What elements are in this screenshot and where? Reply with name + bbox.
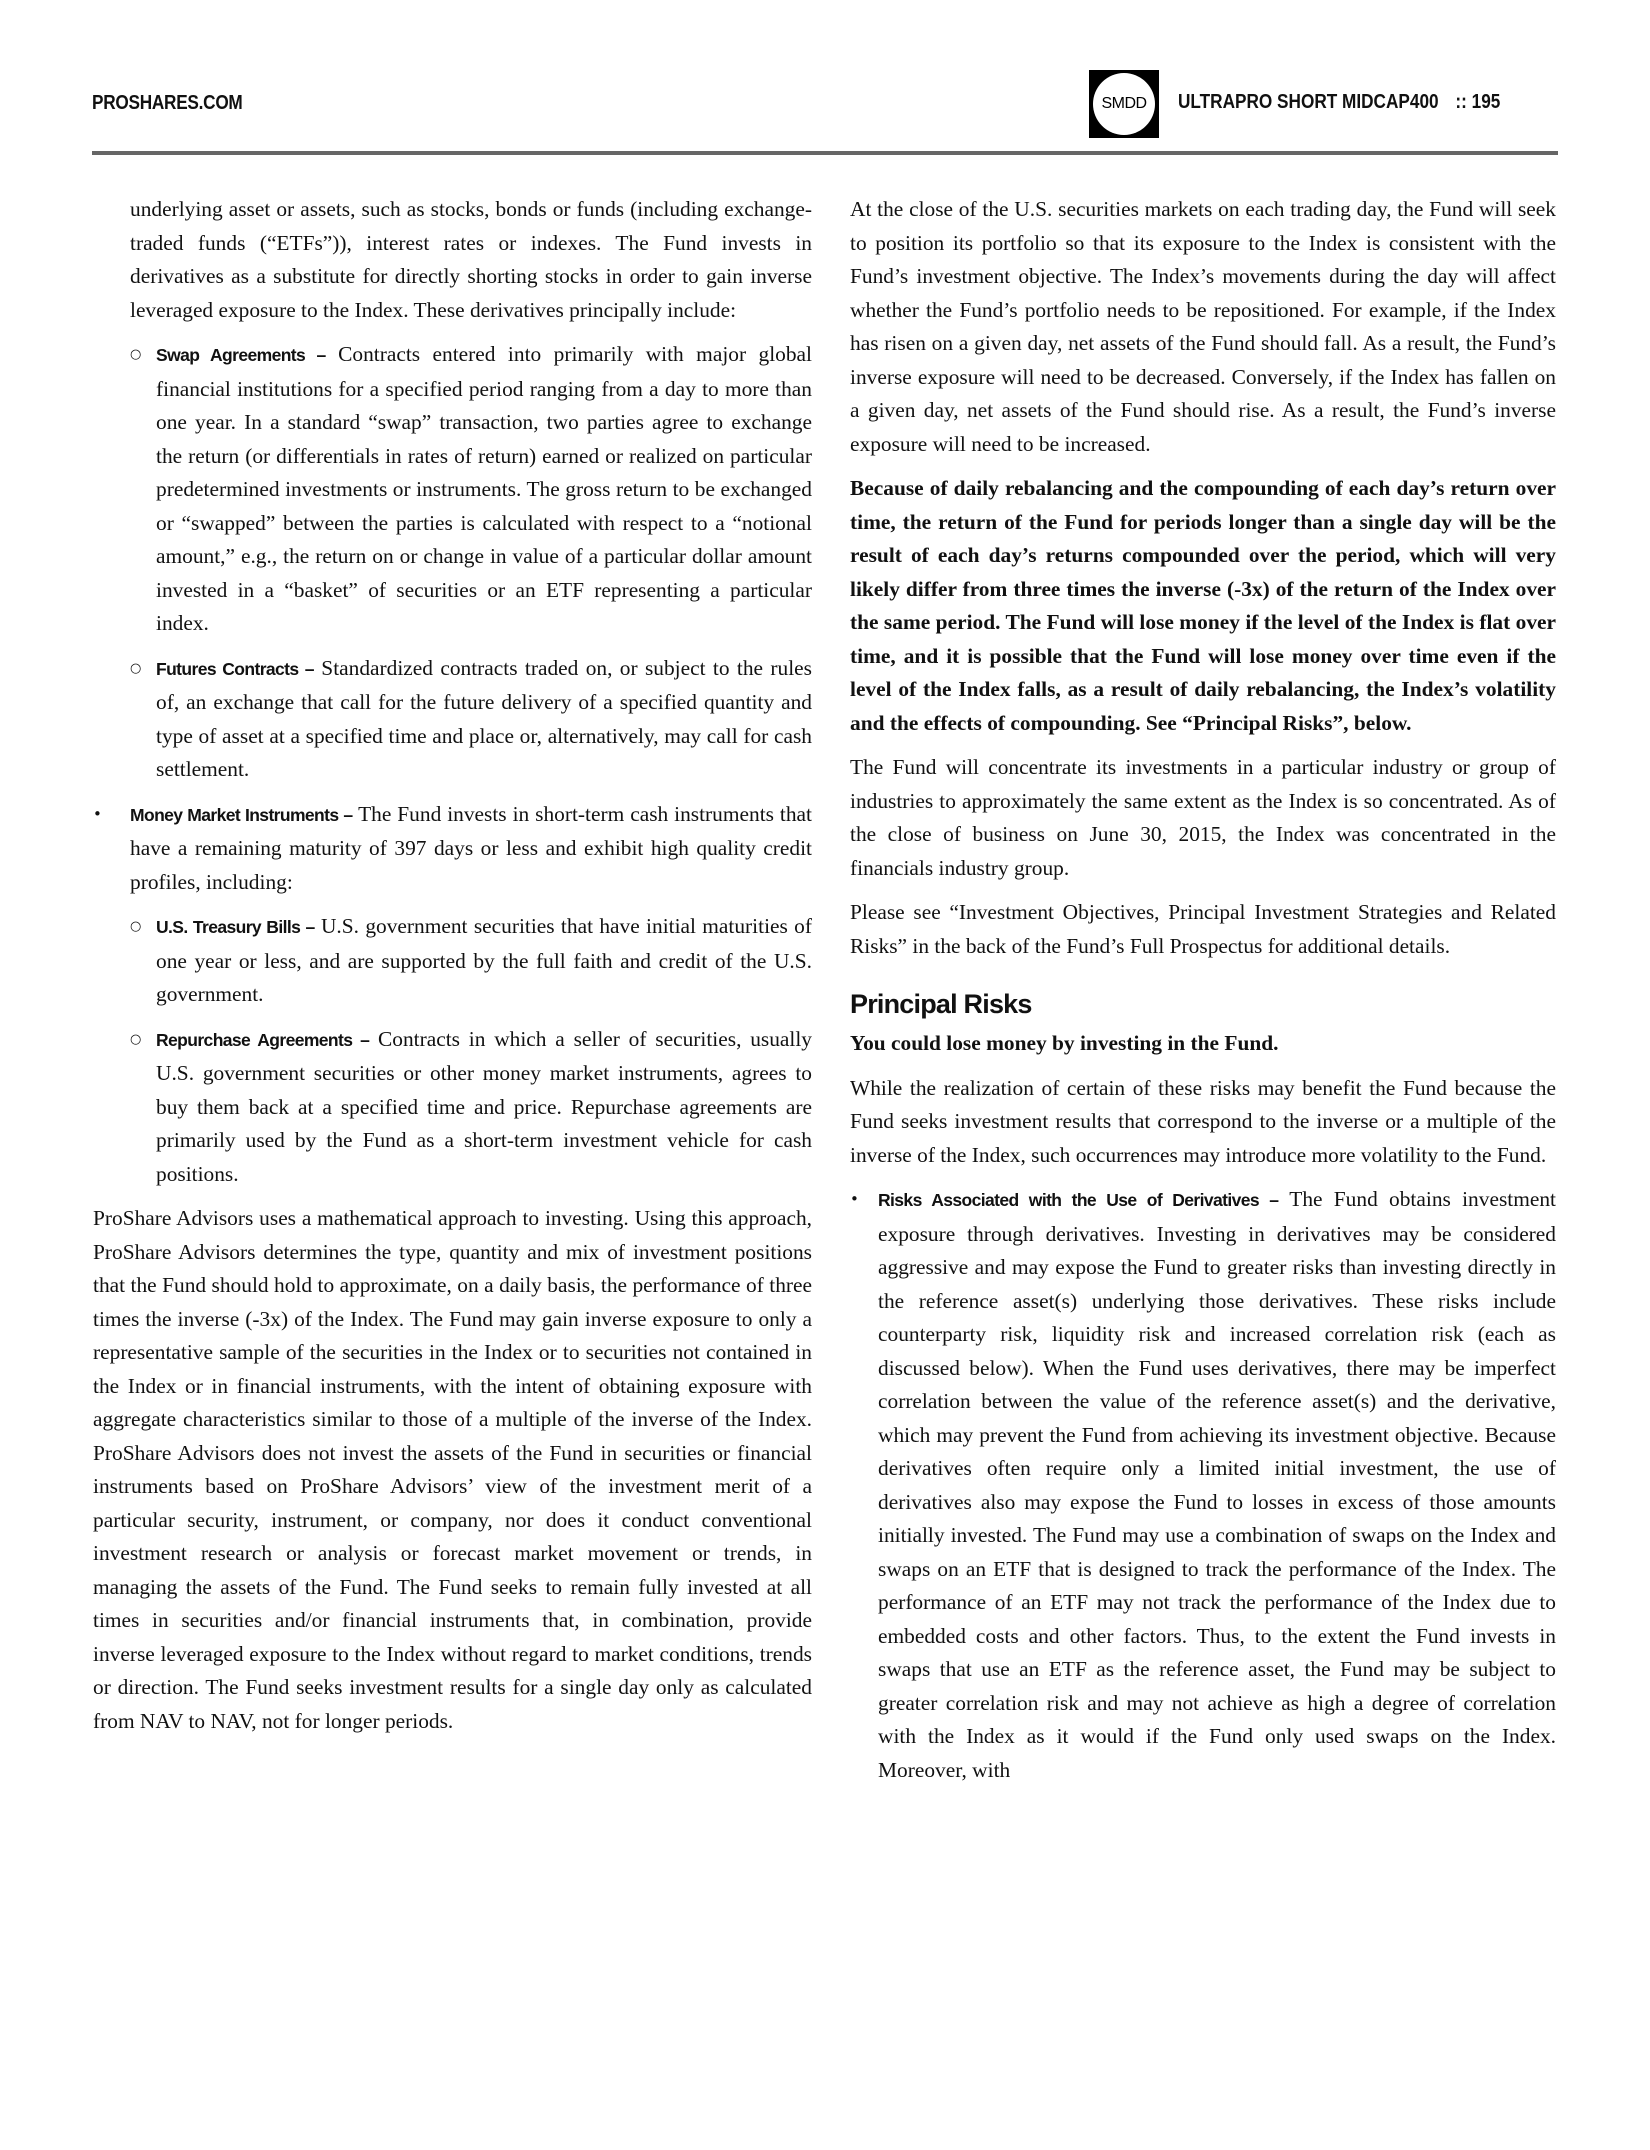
item-label: Swap Agreements – [156, 345, 326, 365]
list-item-repurchase-agreements [130, 1023, 812, 1192]
running-title [1178, 91, 1500, 114]
list-item-money-market [93, 798, 812, 900]
money-market-block [93, 798, 812, 1739]
item-label: Repurchase Agreements – [156, 1029, 370, 1050]
compounding-warning: Because of daily rebalancing and the compounding of each day’s return over time, the return of the Fund for periods longer than a single day will be the result of each day’s returns compounded over the period, which will very likely differ from three times the inverse (-3x) of the return of the Index over the same period. The Fund will lose money if the level of the Index is flat over time, and it is possible that the Fund will lose money over time even if the level of the Index falls, as a result of daily rebalancing, the Index’s volatility and the effects of compounding. See “Principal Risks”, below. [850, 476, 1556, 735]
list-item-swap-agreements [130, 338, 812, 641]
item-text: The Fund obtains investment exposure through derivatives. Investing in derivatives may be considered aggressive and may expose the Fund to greater risks than investing directly in the reference asset(s) underlying those derivatives. These risks include counterparty risk, liquidity risk and increased correlation risk (each as discussed below). When the Fund uses derivatives, there may be imperfect correlation between the value of the reference asset(s) and the derivative, which may prevent the Fund from achieving its investment objective. Because derivatives often require only a limited initial investment, the use of derivatives also may expose the Fund to losses in excess of those amounts initially invested. The Fund may use a combination of swaps on the Index and swaps on an ETF that is designed to track the performance of the Index. The performance of an ETF may not track the performance of the Index due to embedded costs and other factors. Thus, to the extent the Fund invests in swaps that use an ETF as the reference asset, the Fund may be subject to greater correlation risk and may not achieve as high a degree of correlation with the Index as it would if the Fund only used swaps on the Index. Moreover, with [878, 1187, 1556, 1782]
ticker-circle-icon [1093, 73, 1155, 135]
risks-intro-paragraph: While the realization of certain of these risks may benefit the Fund because the Fund seeks investment results that correspond to the inverse or a multiple of the inverse of the Index, such occurrences may introduce more volatility to the Fund. [850, 1075, 1556, 1167]
derivatives-intro-paragraph: underlying asset or assets, such as stocks, bonds or funds (including exchange-traded funds (“ETFs”)), interest rates or indexes. The Fund invests in derivatives as a substitute for directly shorting stocks in order to gain inverse leveraged exposure to the Index. These derivatives principally include: [130, 197, 812, 322]
hollow-bullet-icon: ○ [130, 347, 142, 362]
left-column [93, 193, 812, 1749]
item-text: The Fund invests in short-term cash instruments that have a remaining maturity of 397 days or less and exhibit high quality credit profiles, including: [130, 801, 812, 894]
section-heading: Principal Risks [850, 989, 1032, 1019]
ticker-label: SMDD [1101, 95, 1147, 112]
hollow-bullet-icon: ○ [130, 1031, 142, 1047]
page-number: 195 [1471, 91, 1501, 113]
section-subheading: You could lose money by investing in the Fund. [850, 1031, 1279, 1055]
page-header [0, 0, 1650, 160]
item-text: Contracts in which a seller of securities, usually U.S. government securities or other money market instruments, agrees to buy them back at a specified time and price. Repurchase agreements are primarily used by the Fund as a short-term investment vehicle for cash positions. [156, 1026, 812, 1186]
fund-ticker-badge [1089, 70, 1159, 138]
filled-bullet-icon: • [850, 1190, 859, 1208]
hollow-bullet-icon: ○ [130, 660, 142, 676]
rebalance-paragraph: At the close of the U.S. securities markets on each trading day, the Fund will seek to position its portfolio so that its exposure to the Index is consistent with the Fund’s investment objective. The Index’s movements during the day will affect whether the Fund’s portfolio needs to be repositioned. For example, if the Index has risen on a given day, net assets of the Fund should fall. As a result, the Fund’s inverse exposure will need to be decreased. Conversely, if the Index has fallen on a given day, net assets of the Fund should rise. As a result, the Fund’s inverse exposure will need to be increased. [850, 197, 1556, 456]
money-market-sublist [130, 910, 812, 1191]
item-text: Contracts entered into primarily with major global financial institutions for a specified period ranging from a day to more than one year. In a standard “swap” transaction, two parties agree to exchange the return (or differentials in rates of return) earned or realized on particular predetermined investments or instruments. The gross return to be exchanged or “swapped” between the parties is calculated with respect to a “notional amount,” e.g., the return on or change in value of a particular dollar amount invested in a “basket” of securities or an ETF representing a particular index. [156, 342, 812, 635]
filled-bullet-icon: • [93, 804, 102, 823]
item-label: Risks Associated with the Use of Derivatives – [878, 1190, 1279, 1210]
title-separator: :: [1455, 91, 1467, 113]
item-label: U.S. Treasury Bills – [156, 917, 315, 937]
header-divider [92, 151, 1558, 155]
item-label: Money Market Instruments – [130, 804, 353, 825]
right-column [850, 193, 1556, 1798]
hollow-bullet-icon: ○ [130, 919, 142, 934]
list-item-treasury-bills [130, 910, 812, 1012]
approach-paragraph: ProShare Advisors uses a mathematical approach to investing. Using this approach, ProShare Advisors determines the type, quantity and mix of investment positions that the Fund should hold to approximate, on a daily basis, the performance of three times the inverse (-3x) of the Index. The Fund may gain inverse exposure to only a representative sample of the securities in the Index or to securities not contained in the Index or in financial instruments, with the intent of obtaining exposure with aggregate characteristics similar to those of a multiple of the inverse of the Index. ProShare Advisors does not invest the assets of the Fund in securities or financial instruments based on ProShare Advisors’ view of the investment merit of a particular security, instrument, or company, nor does it conduct conventional investment research or analysis or forecast market movement or trends, in managing the assets of the Fund. The Fund seeks to remain fully invested at all times in securities and/or financial instruments that, in combination, provide inverse leveraged exposure to the Index without regard to market conditions, trends or direction. The Fund seeks investment results for a single day only as calculated from NAV to NAV, not for longer periods. [93, 1206, 812, 1733]
see-also-paragraph: Please see “Investment Objectives, Principal Investment Strategies and Related Risks” in the back of the Fund’s Full Prospectus for additional details. [850, 900, 1556, 958]
site-name: PROSHARES.COM [92, 92, 243, 114]
list-item-futures-contracts [130, 652, 812, 787]
item-label: Futures Contracts – [156, 658, 314, 679]
item-text: Standardized contracts traded on, or subject to the rules of, an exchange that call for the future delivery of a specified quantity and type of asset at a specified time and place or, alternatively, may call for cash settlement. [156, 655, 812, 781]
concentration-paragraph: The Fund will concentrate its investments in a particular industry or group of industries to approximately the same extent as the Index is so concentrated. As of the close of business on June 30, 2015, the Index was concentrated in the financials industry group. [850, 755, 1556, 880]
fund-name: ULTRAPRO SHORT MIDCAP400 [1178, 91, 1439, 113]
list-item-derivatives-risk [850, 1183, 1556, 1787]
item-text: U.S. government securities that have initial maturities of one year or less, and are supported by the full faith and credit of the U.S. government. [156, 914, 812, 1006]
